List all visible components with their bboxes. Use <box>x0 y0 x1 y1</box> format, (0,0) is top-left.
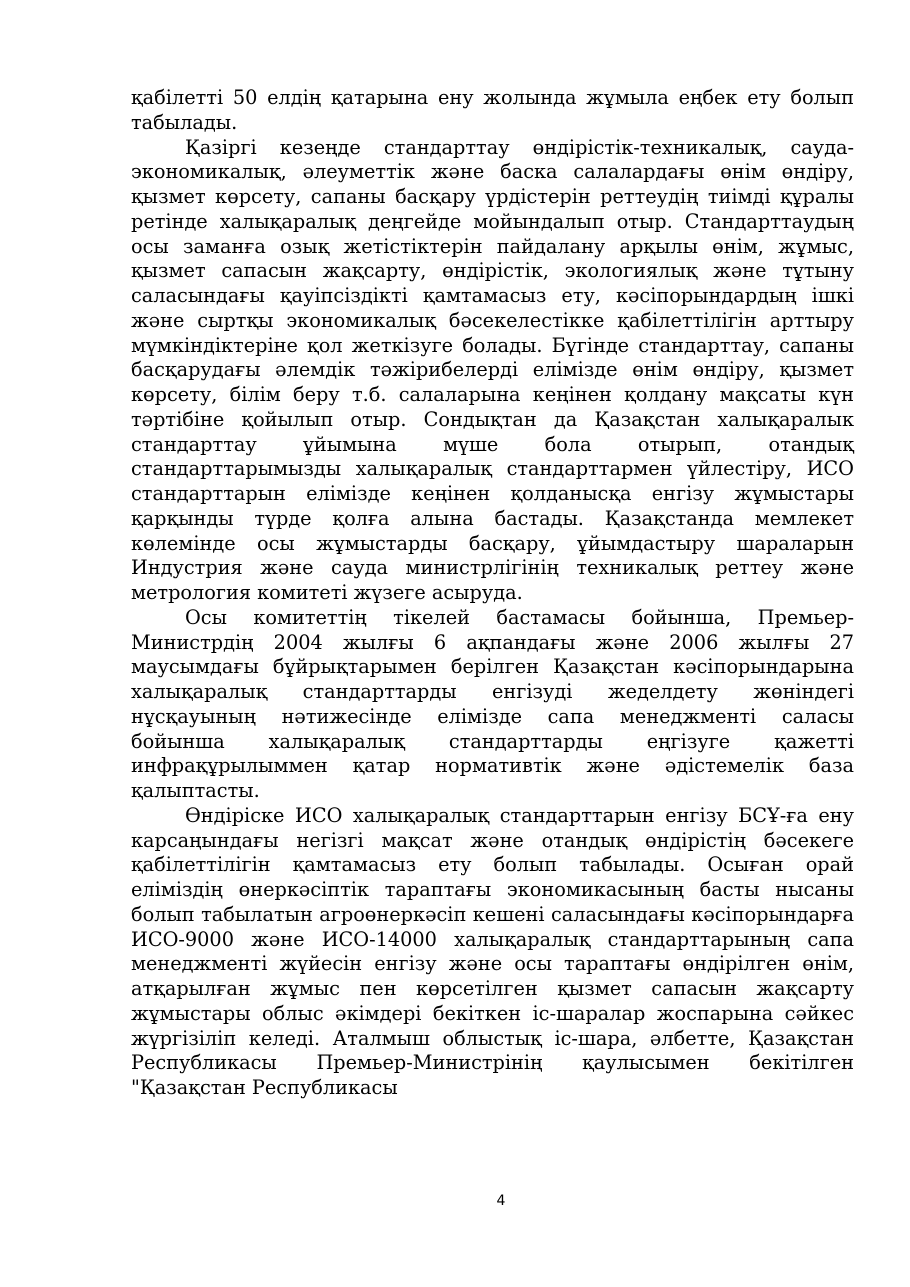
document-body <box>131 86 854 1101</box>
paragraph-standardization-current-stage: Қазіргі кезеңде стандарттау өндірістік-техникалық, сауда-экономикалық, әлеуметтік және баска салалардағы өнім өндіру, қызмет көрсету, сапаны басқару үрдістерін реттеудің тиімді құралы ретінде халықаралық деңгейде мойындалып отыр. Стандарттаудың осы заманға озық жетістіктерін пайдалану арқылы өнім, жұмыс, қызмет сапасын жақсарту, өндірістік, экологиялық және тұтыну саласындағы қауіпсіздікті қамтамасыз ету, кәсіпорындардың ішкі және сыртқы экономикалық бәсекелестікке қабілеттілігін арттыру мүмкіндіктеріне қол жеткізуге болады. Бүгінде стандарттау, сапаны басқарудағы әлемдік тәжірибелерді елімізде өнім өндіру, қызмет көрсету, білім беру т.б. салаларына кеңінен қолдану мақсаты күн тәртібіне қойылып отыр. Сондықтан да Қазақстан халықаралык стандарттау ұйымына мүше бола отырып, отандық стандарттарымызды халықаралық стандарттармен үйлестіру, ИСО стандарттарын елімізде кеңінен қолданысқа енгізу жұмыстары қарқынды түрде қолға алына бастады. Қазақстанда мемлекет көлемінде осы жұмыстарды басқару, ұйымдастыру шараларын Индустрия және сауда министрлігінің техникалық реттеу және метрология комитеті жүзеге асыруда. <box>131 135 854 604</box>
paragraph-iso-implementation: Өндіріске ИСО халықаралық стандарттарын енгізу БСҰ-ға ену карсаңындағы негізгі мақсат және отандық өндірістің бәсекеге қабілеттілігін қамтамасыз ету болып табылады. Осыған орай еліміздің өнеркәсіптік тараптағы экономикасының басты нысаны болып табылатын агроөнеркәсіп кешені саласындағы кәсіпорындарға ИСО-9000 және ИСО-14000 халықаралық стандарттарының сапа менеджменті жүйесін енгізу және осы тараптағы өндірілген өнім, атқарылған жұмыс пен көрсетілген қызмет сапасын жақсарту жұмыстары облыс әкімдері бекіткен іс-шаралар жоспарына сәйкес жүргізіліп келеді. Аталмыш облыстық іс-шара, әлбетте, Қазақстан Республикасы Премьер-Министрінің қаулысымен бекітілген "Қазақстан Республикасы <box>131 803 854 1099</box>
page-number: 4 <box>496 1193 506 1209</box>
paragraph-continuation: қабілетті 50 елдің қатарына ену жолында жұмыла еңбек ету болып табылады. <box>131 86 854 134</box>
paragraph-committee-initiative: Осы комитеттің тікелей бастамасы бойынша, Премьер-Министрдің 2004 жылғы 6 ақпандағы және 2006 жылғы 27 маусымдағы бұйрықтарымен берілген Қазақстан кәсіпорындарына халықаралық стандарттарды енгізуді жеделдету жөніндегі нұсқауының нәтижесінде елімізде сапа менеджменті саласы бойынша халықаралық стандарттарды еңгізуге қажетті инфрақұрылыммен қатар нормативтік және әдістемелік база қалыптасты. <box>131 605 854 802</box>
